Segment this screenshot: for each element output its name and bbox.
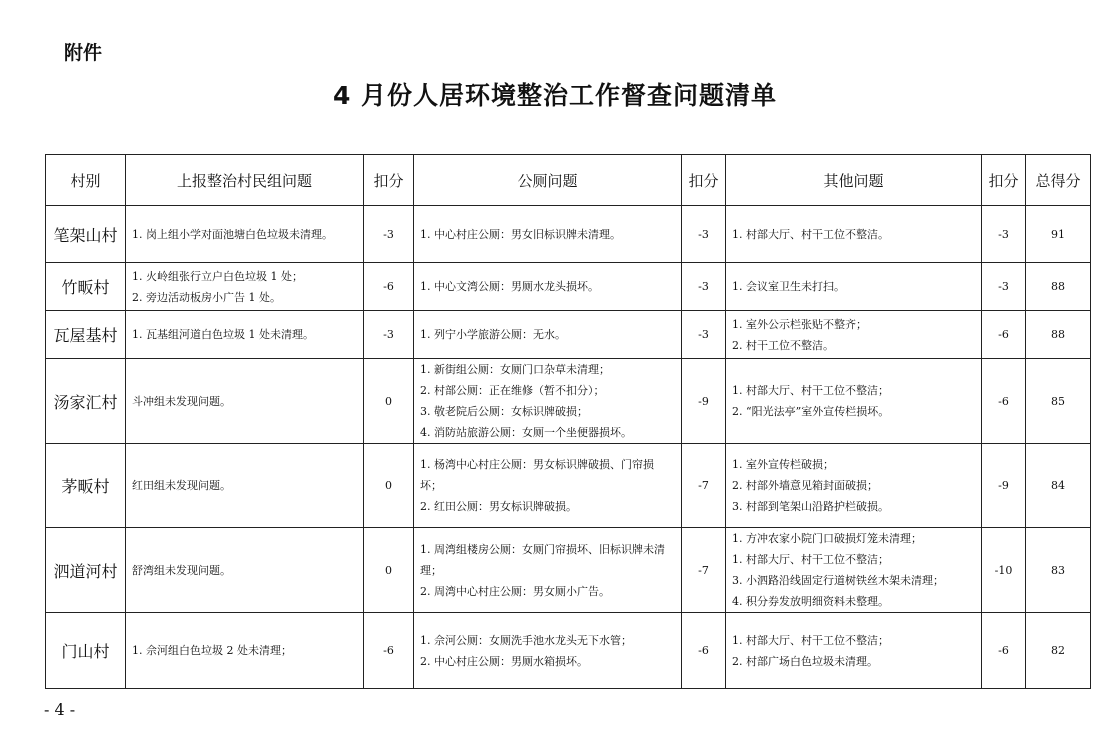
issue-line: 1. 杨湾中心村庄公厕：男女标识牌破损、门帘损坏； [420, 458, 654, 492]
issue-line: 4. 消防站旅游公厕：女厕一个坐便器损坏。 [420, 426, 632, 439]
other-issues-cell [726, 613, 982, 689]
group-deduct: -6 [364, 263, 414, 311]
toilet-issues-cell [414, 359, 682, 444]
toilet-deduct: -3 [682, 311, 726, 359]
issue-line: 1. 火岭组张行立户白色垃圾 1 处； [132, 269, 303, 283]
other-deduct: -10 [982, 528, 1026, 613]
toilet-issues-cell [414, 263, 682, 311]
issue-line: 2. 村部外墙意见箱封面破损； [732, 479, 878, 492]
issue-line: 2. 中心村庄公厕：男厕水箱损坏。 [420, 654, 588, 668]
issue-line: 1. 周湾组楼房公厕：女厕门帘损坏、旧标识牌未清理； [420, 542, 665, 577]
village-name: 笔架山村 [46, 206, 126, 263]
issue-line: 1. 村部大厅、村干工位不整洁； [732, 553, 889, 566]
toilet-issues-cell [414, 528, 682, 613]
total-score: 82 [1026, 613, 1091, 689]
village-name: 门山村 [46, 613, 126, 689]
issue-line: 3. 小泗路沿线固定行道树铁丝木架未清理； [732, 574, 944, 587]
village-name: 瓦屋基村 [46, 311, 126, 359]
document-title: 4 月份人居环境整治工作督查问题清单 [332, 81, 778, 110]
issue-line: 1. 村部大厅、村干工位不整洁； [732, 633, 889, 647]
issue-line: 1. 室外公示栏张贴不整齐； [732, 317, 867, 331]
village-name: 汤家汇村 [46, 359, 126, 444]
toilet-issues-cell [414, 444, 682, 528]
group-deduct: 0 [364, 359, 414, 444]
other-deduct: -6 [982, 311, 1026, 359]
issue-line: 2. 村部公厕：正在维修（暂不扣分）； [420, 384, 605, 397]
group-issues-cell [126, 311, 364, 359]
other-issues-cell [726, 359, 982, 444]
col-header-group-issues: 上报整治村民组问题 [126, 155, 364, 206]
table-row [46, 206, 1091, 263]
table-header-row [46, 155, 1091, 206]
issue-line: 红田组未发现问题。 [132, 479, 231, 492]
issue-line: 3. 敬老院后公厕：女标识牌破损； [420, 405, 588, 418]
issue-line: 1. 方冲农家小院门口破损灯笼未清理； [732, 532, 922, 545]
toilet-deduct: -3 [682, 263, 726, 311]
group-deduct: -3 [364, 311, 414, 359]
total-score: 88 [1026, 311, 1091, 359]
issue-line: 1. 瓦基组河道白色垃圾 1 处未清理。 [132, 328, 314, 341]
issue-line: 2. 红田公厕：男女标识牌破损。 [420, 500, 577, 513]
other-issues-cell [726, 444, 982, 528]
issue-line: 1. 岗上组小学对面池塘白色垃圾未清理。 [132, 227, 333, 241]
issue-line: 1. 会议室卫生未打扫。 [732, 280, 845, 293]
issue-line: 1. 中心文湾公厕：男厕水龙头损坏。 [420, 280, 599, 293]
total-score: 85 [1026, 359, 1091, 444]
total-score: 83 [1026, 528, 1091, 613]
col-header-other-deduct: 扣分 [982, 155, 1026, 206]
table-row [46, 613, 1091, 689]
issue-line: 2. 村干工位不整洁。 [732, 338, 834, 352]
other-deduct: -6 [982, 613, 1026, 689]
issue-table [45, 154, 1091, 689]
page-number: - 4 - [44, 700, 76, 719]
issue-line: 斗冲组未发现问题。 [132, 394, 231, 408]
table-row [46, 263, 1091, 311]
village-name: 泗道河村 [46, 528, 126, 613]
issue-line: 2. 周湾中心村庄公厕：男女厕小广告。 [420, 584, 610, 598]
col-header-group-deduct: 扣分 [364, 155, 414, 206]
group-issues-cell [126, 444, 364, 528]
group-issues-cell [126, 613, 364, 689]
total-score: 91 [1026, 206, 1091, 263]
village-name: 茅畈村 [46, 444, 126, 528]
issue-line: 1. 室外宣传栏破损； [732, 458, 834, 471]
issue-line: 1. 佘河组白色垃圾 2 处未清理； [132, 644, 292, 657]
group-deduct: 0 [364, 528, 414, 613]
table-row [46, 359, 1091, 444]
toilet-deduct: -3 [682, 206, 726, 263]
toilet-deduct: -7 [682, 528, 726, 613]
issue-line: 1. 村部大厅、村干工位不整洁。 [732, 227, 889, 241]
issue-line: 1. 佘河公厕：女厕洗手池水龙头无下水管； [420, 633, 632, 647]
toilet-issues-cell [414, 311, 682, 359]
toilet-deduct: -9 [682, 359, 726, 444]
table-row [46, 528, 1091, 613]
total-score: 84 [1026, 444, 1091, 528]
other-deduct: -3 [982, 206, 1026, 263]
col-header-other-issues: 其他问题 [726, 155, 982, 206]
issue-line: 2. “阳光法亭”室外宣传栏损坏。 [732, 405, 890, 418]
other-issues-cell [726, 311, 982, 359]
group-issues-cell [126, 528, 364, 613]
other-deduct: -6 [982, 359, 1026, 444]
other-issues-cell [726, 263, 982, 311]
other-deduct: -3 [982, 263, 1026, 311]
other-issues-cell [726, 206, 982, 263]
group-issues-cell [126, 359, 364, 444]
toilet-deduct: -7 [682, 444, 726, 528]
toilet-issues-cell [414, 613, 682, 689]
issue-line: 2. 旁边活动板房小广告 1 处。 [132, 290, 281, 304]
group-issues-cell [126, 263, 364, 311]
col-header-toilet-deduct: 扣分 [682, 155, 726, 206]
other-deduct: -9 [982, 444, 1026, 528]
group-deduct: 0 [364, 444, 414, 528]
col-header-village: 村别 [46, 155, 126, 206]
issue-line: 4. 积分券发放明细资料未整理。 [732, 595, 889, 608]
issue-line: 3. 村部到笔架山沿路护栏破损。 [732, 500, 889, 513]
toilet-deduct: -6 [682, 613, 726, 689]
group-deduct: -6 [364, 613, 414, 689]
group-deduct: -3 [364, 206, 414, 263]
issue-line: 1. 村部大厅、村干工位不整洁； [732, 384, 889, 397]
attachment-label: 附件 [64, 42, 103, 64]
village-name: 竹畈村 [46, 263, 126, 311]
total-score: 88 [1026, 263, 1091, 311]
issue-line: 1. 中心村庄公厕：男女旧标识牌未清理。 [420, 227, 621, 241]
table-row [46, 444, 1091, 528]
issue-line: 舒湾组未发现问题。 [132, 563, 231, 577]
other-issues-cell [726, 528, 982, 613]
toilet-issues-cell [414, 206, 682, 263]
col-header-total: 总得分 [1026, 155, 1091, 206]
issue-line: 1. 列宁小学旅游公厕：无水。 [420, 328, 566, 341]
issue-line: 2. 村部广场白色垃圾未清理。 [732, 654, 878, 668]
table-row [46, 311, 1091, 359]
col-header-toilet-issues: 公厕问题 [414, 155, 682, 206]
issue-line: 1. 新街组公厕：女厕门口杂草未清理； [420, 363, 610, 376]
group-issues-cell [126, 206, 364, 263]
